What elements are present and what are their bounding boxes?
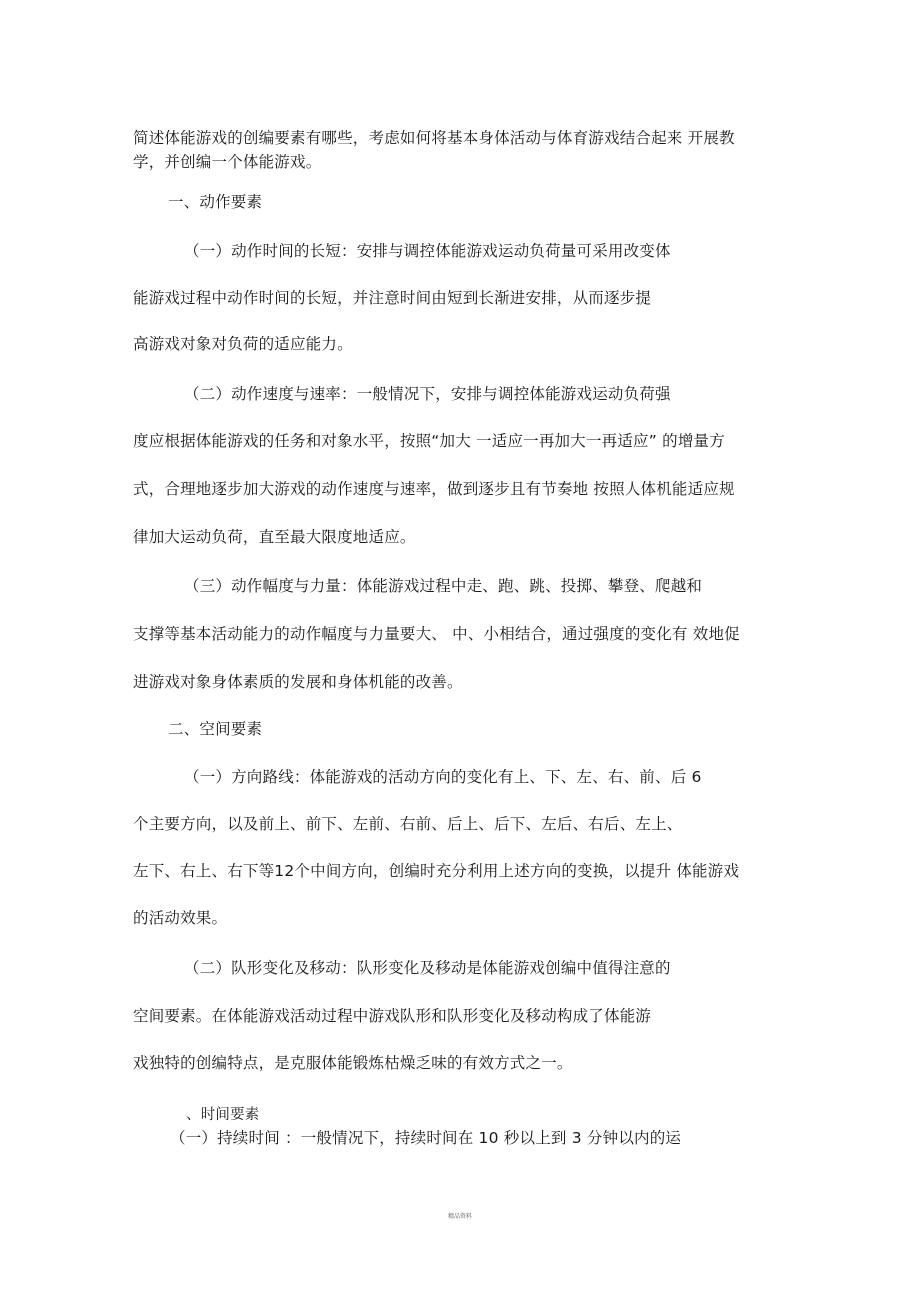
- section-2-heading: 二、空间要素: [168, 720, 263, 738]
- title-line-1: 简述体能游戏的创编要素有哪些，考虑如何将基本身体活动与体育游戏结合起来 开展教: [133, 129, 735, 147]
- section-2-item-1-line-1: （一）方向路线：体能游戏的活动方向的变化有上、下、左、右、前、后 6: [184, 768, 702, 786]
- section-1-item-1-line-3: 高游戏对象对负荷的适应能力。: [133, 335, 353, 353]
- section-1-item-2-line-4: 律加大运动负荷，直至最大限度地适应。: [133, 528, 416, 546]
- title-line-2: 学，并创编一个体能游戏。: [133, 153, 322, 171]
- section-2-item-1-line-3: 左下、右上、右下等12个中间方向，创编时充分利用上述方向的变换，以提升 体能游戏: [133, 862, 740, 880]
- section-1-item-3-line-3: 进游戏对象身体素质的发展和身体机能的改善。: [133, 673, 463, 691]
- section-1-item-3-line-1: （三）动作幅度与力量：体能游戏过程中走、跑、跳、投掷、攀登、爬越和: [184, 577, 703, 595]
- page-footer: 精品资料: [447, 1213, 472, 1220]
- section-1-item-2-line-1: （二）动作速度与速率：一般情况下，安排与调控体能游戏运动负荷强: [184, 385, 671, 403]
- section-2-item-2-line-3: 戏独特的创编特点，是克服体能锻炼枯燥乏味的有效方式之一。: [133, 1054, 573, 1072]
- section-1-item-1-line-2: 能游戏过程中动作时间的长短，并注意时间由短到长渐进安排，从而逐步提: [133, 289, 652, 307]
- section-1-heading: 一、动作要素: [168, 193, 263, 211]
- section-1-item-1-line-1: （一）动作时间的长短：安排与调控体能游戏运动负荷量可采用改变体: [184, 242, 671, 260]
- section-2-item-1-line-4: 的活动效果。: [133, 909, 228, 927]
- section-1-item-2-line-3: 式，合理地逐步加大游戏的动作速度与速率，做到逐步且有节奏地 按照人体机能适应规: [133, 480, 735, 498]
- section-2-item-1-line-2: 个主要方向，以及前上、前下、左前、右前、后上、后下、左后、右后、左上、: [133, 815, 683, 833]
- section-2-item-2-line-1: （二）队形变化及移动：队形变化及移动是体能游戏创编中值得注意的: [184, 959, 671, 977]
- section-1-item-3-line-2: 支撑等基本活动能力的动作幅度与力量要大、 中、小相结合，通过强度的变化有 效地促: [133, 625, 740, 643]
- section-3-item-1-line-1: （一）持续时间 ：一般情况下，持续时间在 10 秒以上到 3 分钟以内的运: [170, 1129, 682, 1147]
- section-1-item-2-line-2: 度应根据体能游戏的任务和对象水平，按照“加大 一适应一再加大一再适应” 的增量方: [133, 432, 725, 450]
- section-2-item-2-line-2: 空间要素。在体能游戏活动过程中游戏队形和队形变化及移动构成了体能游: [133, 1007, 652, 1025]
- section-3-heading: 、时间要素: [186, 1107, 260, 1123]
